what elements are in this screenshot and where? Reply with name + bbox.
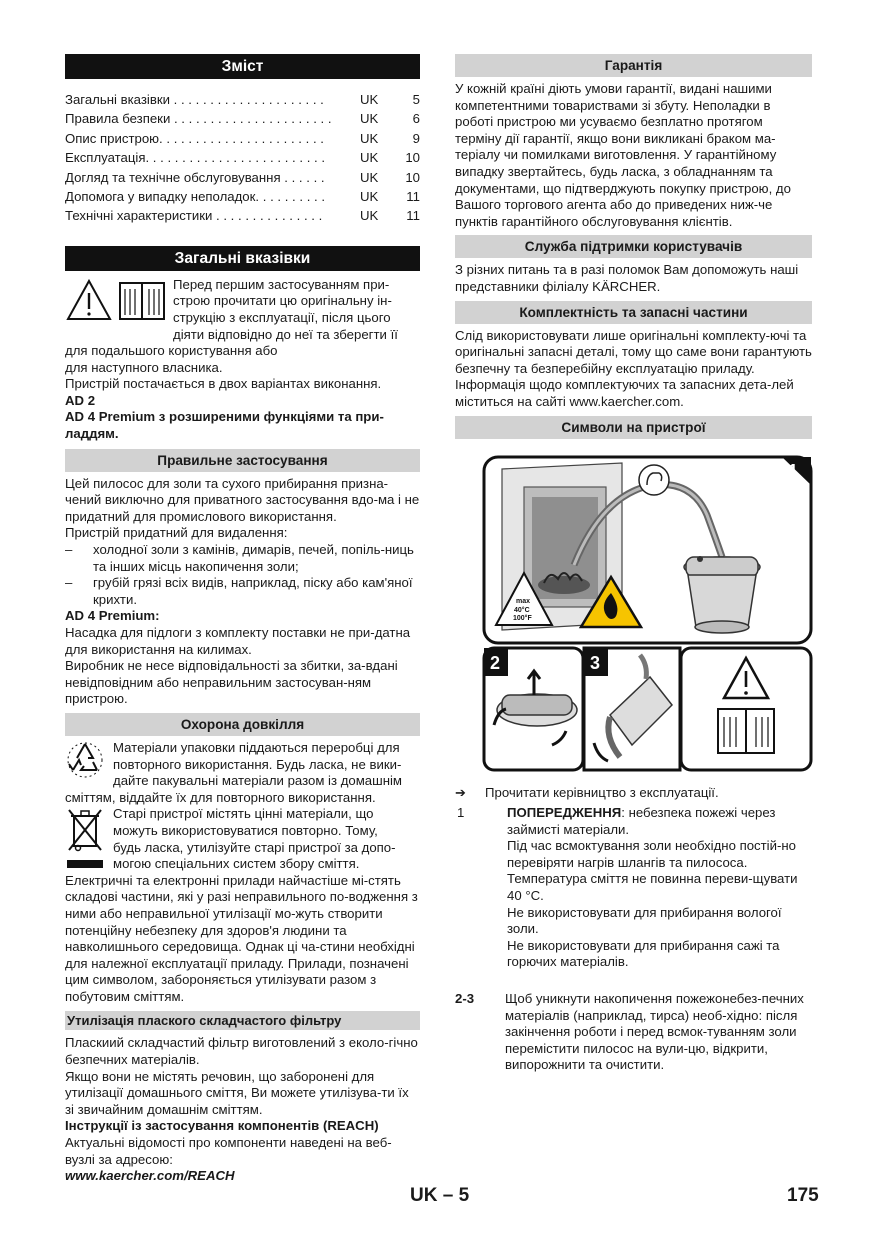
list-item: – холодної золи з камінів, димарів, печей, попіль-ниць та інших місць накопичення золи; (65, 542, 414, 574)
warranty-title: Гарантія (455, 54, 812, 77)
parts-p1: Слід використовувати лише оригінальні комплекту-ючі та оригінальні запасні деталі, тому що саме вони гарантують безпечну та безперебійну експлуатацію приладу. (455, 327, 812, 376)
general-variants: Пристрій постачається в двох варіантах виконання. (65, 376, 382, 392)
symbols-title: Символи на пристрої (455, 416, 812, 439)
reach-title: Інструкції із застосування компонентів (REACH) (65, 1118, 379, 1134)
toc-row[interactable]: Загальні вказівки . . . . . . . . . . . . . . . . . . . . . UK 5 (65, 92, 420, 107)
general-ad2: AD 2 (65, 392, 96, 408)
heat-hand-icon (639, 465, 669, 495)
filter-p1: Пласкиий складчастий фільтр виготовлений з еколо-гічно безпечних матеріалів. (65, 1035, 418, 1068)
arrow-right-icon: ➔ (455, 784, 467, 800)
right-column (455, 54, 812, 1074)
toc-title: Зміст (65, 54, 420, 79)
reach-link[interactable]: www.kaercher.com/REACH (65, 1168, 235, 1184)
intended-p1: Цей пилосос для золи та сухого прибирання призна-чений виключно для приватного застосування вдо-ма і не придатний для промислового використання. (65, 475, 420, 524)
general-intro-cont: для наступного власника. (65, 359, 223, 375)
crossed-bin-icon (65, 806, 113, 872)
toc-row[interactable]: Догляд та технічне обслуговування . . . . . . UK 10 (65, 169, 420, 185)
toc-row[interactable]: Правила безпеки . . . . . . . . . . . . . . . . . . . . . . UK 6 (65, 111, 420, 127)
customer-service-text: З різних питань та в разі поломок Вам допоможуть наші представники філіалу KÄRCHER. (455, 262, 799, 294)
filter-disposal-title: Утилізація плаского складчастого фільтру (65, 1011, 420, 1030)
toc-row[interactable]: Експлуатація. . . . . . . . . . . . . . . . . . . . . . . . . UK 10 (65, 150, 420, 166)
intended-p2: Пристрій придатний для видалення: (65, 525, 288, 541)
toc-row[interactable]: Допомога у випадку неполадок. . . . . . . . . . UK 11 (65, 188, 420, 204)
warning-read-manual-icons (65, 277, 173, 335)
recycling-icon (65, 740, 113, 788)
toc-row[interactable]: Технічні характеристики . . . . . . . . . . . . . . . UK 11 (65, 208, 420, 224)
list-item: – грубій грязі всіх видів, наприклад, піску або кам'яної крихти. (65, 575, 413, 607)
toc-row[interactable]: Опис пристрою. . . . . . . . . . . . . . . . . . . . . . . UK 9 (65, 130, 420, 146)
intended-ad4: AD 4 Premium: (65, 608, 160, 624)
warranty-text: У кожній країні діють умови гарантії, видані нашими компетентними товариствами зі збуту. Неполадки в роботі пристрою ми усуваємо безплатно протягом терміну дії гарантії, якщо вони викликані браком ма-теріалу чи помилками виготовлення. У гарантійному випадку звертайтесь, будь ласка, з обладнанням та документами, що підтверджують покупку пристрою, до Вашого торгового агента або до приведених ниж-че пунктів гарантійного обслуговування клієнтів. (455, 81, 791, 229)
figure-number-2: 2 (490, 652, 501, 673)
temp-c-label: 40°C (514, 606, 530, 614)
environment-packaging-cont: сміттям, віддайте їх для повторного використання. (65, 789, 376, 805)
footer-page-number: 175 (787, 1185, 819, 1206)
table-of-contents (65, 90, 420, 226)
customer-service-title: Служба підтримки користувачів (455, 235, 812, 258)
left-column (65, 54, 420, 1185)
environment-title: Охорона довкілля (65, 713, 420, 736)
intended-use-title: Правильне застосування (65, 449, 420, 472)
figure-number-1: 1 (788, 460, 799, 481)
reach-text: Актуальні відомості про компоненти наведені на веб-вузлі за адресою: (65, 1135, 392, 1167)
general-ad4: AD 4 Premium з розширеними функціями та при-ладдям. (65, 409, 384, 442)
symbols-illustration (482, 455, 813, 773)
general-section-title: Загальні вказівки (65, 246, 420, 271)
environment-packaging: Матеріали упаковки піддаються переробці для повторного використання. Будь ласка, не вики- дайте пакувальні матеріали разом із домашнім (113, 739, 402, 789)
parts-title: Комплектність та запасні частини (455, 301, 812, 324)
parts-p2: Інформація щодо комплектуючих та запасних дета-лей міститься на сайті www.kaercher.com. (455, 377, 794, 409)
environment-electronics: Електричні та електронні прилади найчастіше мі-стять складові частини, які у разі неправильного по-водження з ними або неправильної утилізації мо-жуть створити потенційну небезпеку для здоров'я людини та навколишнього середовища. Однак ці ча-стини необхідні для належної експлуатації приладу. Прилади, позначені цим символом, забороняється утилізувати разом з побутовим сміттям. (65, 872, 418, 1004)
temp-f-label: 100°F (513, 614, 532, 622)
intended-p3: Насадка для підлоги з комплекту поставки не при-датна для використання на килимах. (65, 625, 411, 657)
max-label: max (516, 597, 531, 605)
book-icon (120, 283, 164, 319)
intended-p4: Виробник не несе відповідальності за збитки, за-вдані невідповідним або неправильним застосуван-ням пристрою. (65, 658, 398, 707)
device-symbols-figure (482, 455, 813, 773)
environment-old-devices: Старі пристрої містять цінні матеріали, що можуть використовуватися повторно. Тому, будь ласка, утилізуйте старі пристрої за допо- могою спеціальних систем збору сміття. (113, 806, 396, 872)
read-manual-note: ➔ Прочитати керівництво з експлуатації. (455, 784, 719, 800)
warning-triangle-icon (65, 277, 169, 333)
filter-p2: Якщо вони не містять речовин, що заборонені для утилізації домашнього сміття, Ви можете утилізува-ти їх зі звичайним домашнім сміттям. (65, 1068, 409, 1117)
symbol-item-2-3: 2-3 Щоб уникнути накопичення пожежонебез-печних матеріалів (наприклад, тирса) необ-хідно: після закінчення роботи і перед всмок-туванням золи перемістити пилосос на вули-цю, відкрити, випорожнити та очистити. (455, 991, 804, 1073)
general-intro: Перед першим застосуванням при- строю прочитати цю оригінальну ін- струкцію з експлуатації, після цього діяти відповідно до неї та зберегти її для подальшого користування або (65, 276, 398, 359)
figure-number-3: 3 (590, 652, 601, 673)
symbol-item-1: 1 ПОПЕРЕДЖЕННЯ: небезпека пожежі через займисті матеріали. Під час всмоктування золи необхідно постій-но перевіряти нагрів шлангів та пилососа. Температура сміття не повинна переви-щувати 40 °C. Не використовувати для прибирання вологої золи. Не використовувати для прибирання сажі та горючих матеріалів. (457, 805, 798, 970)
footer-lang-page: UK – 5 (410, 1185, 470, 1206)
